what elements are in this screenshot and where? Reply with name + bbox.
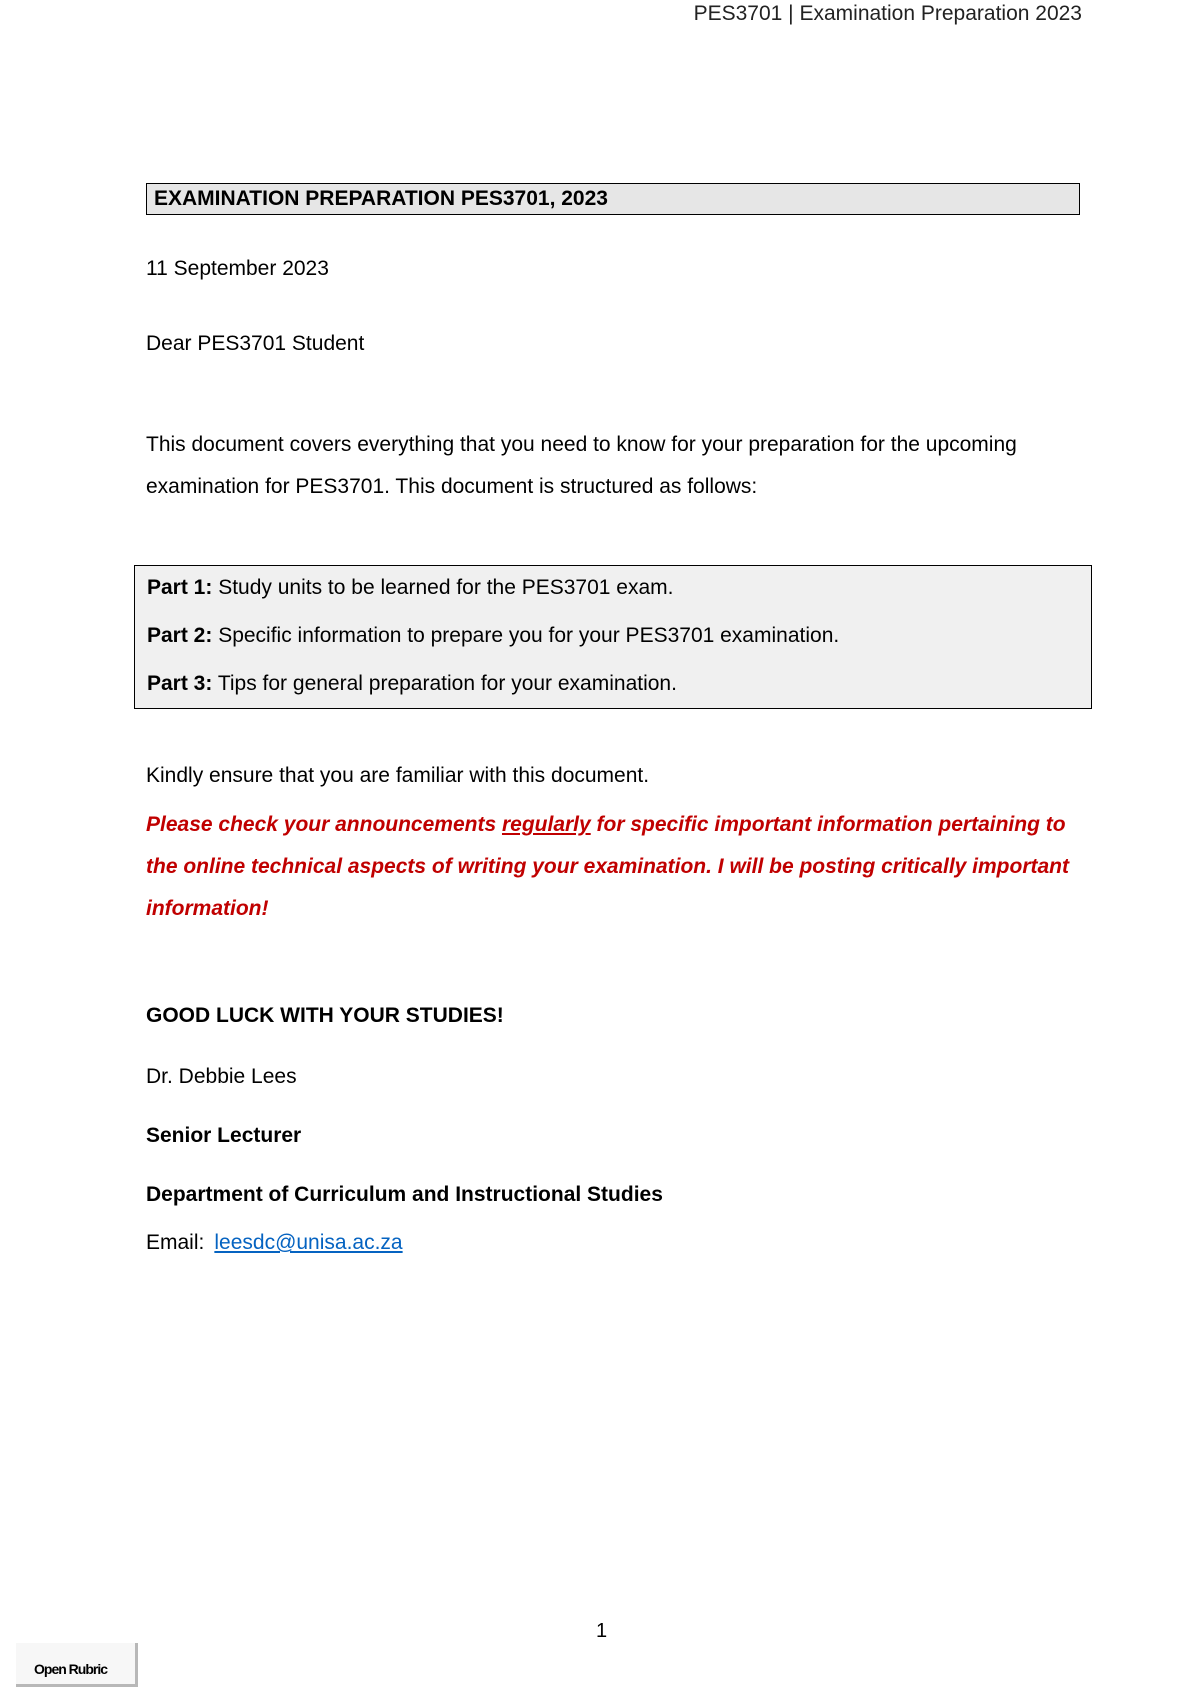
kindly-note: Kindly ensure that you are familiar with this document. bbox=[146, 764, 650, 787]
notice-text-after: for specific important information pertaining to the online technical aspects of writing your examination. I will be posting critically important information! bbox=[146, 813, 1069, 920]
part-label: Part 3: bbox=[147, 672, 213, 695]
part-1-row bbox=[147, 570, 1091, 618]
part-3-row bbox=[147, 666, 1091, 714]
signature-department: Department of Curriculum and Instructional Studies bbox=[146, 1183, 663, 1206]
page-number: 1 bbox=[596, 1620, 608, 1642]
parts-summary-box bbox=[134, 565, 1092, 709]
signature-name: Dr. Debbie Lees bbox=[146, 1065, 297, 1088]
part-label: Part 2: bbox=[147, 624, 213, 647]
part-text: Tips for general preparation for your examination. bbox=[212, 672, 677, 695]
running-header: PES3701 | Examination Preparation 2023 bbox=[693, 2, 1082, 25]
good-luck-message: GOOD LUCK WITH YOUR STUDIES! bbox=[146, 1004, 504, 1027]
notice-underlined: regularly bbox=[501, 813, 591, 836]
greeting: Dear PES3701 Student bbox=[146, 332, 365, 355]
intro-paragraph: This document covers everything that you need to know for your preparation for the upcoming examination for PES3701. This document is structured as follows: bbox=[146, 433, 1017, 498]
email-link[interactable]: leesdc@unisa.ac.za bbox=[214, 1231, 403, 1254]
part-text: Study units to be learned for the PES3701 exam. bbox=[212, 576, 674, 599]
signature-role: Senior Lecturer bbox=[146, 1124, 302, 1147]
document-date: 11 September 2023 bbox=[146, 257, 329, 280]
important-notice bbox=[146, 804, 1076, 930]
notice-text-before: Please check your announcements bbox=[146, 813, 502, 836]
email-label: Email: bbox=[146, 1231, 205, 1254]
part-2-row bbox=[147, 618, 1091, 666]
document-title: EXAMINATION PREPARATION PES3701, 2023 bbox=[146, 183, 1080, 215]
part-label: Part 1: bbox=[147, 576, 213, 599]
open-rubric-badge[interactable]: Open Rubric bbox=[16, 1643, 138, 1687]
part-text: Specific information to prepare you for your PES3701 examination. bbox=[212, 624, 840, 647]
signature-email-line bbox=[146, 1231, 403, 1255]
